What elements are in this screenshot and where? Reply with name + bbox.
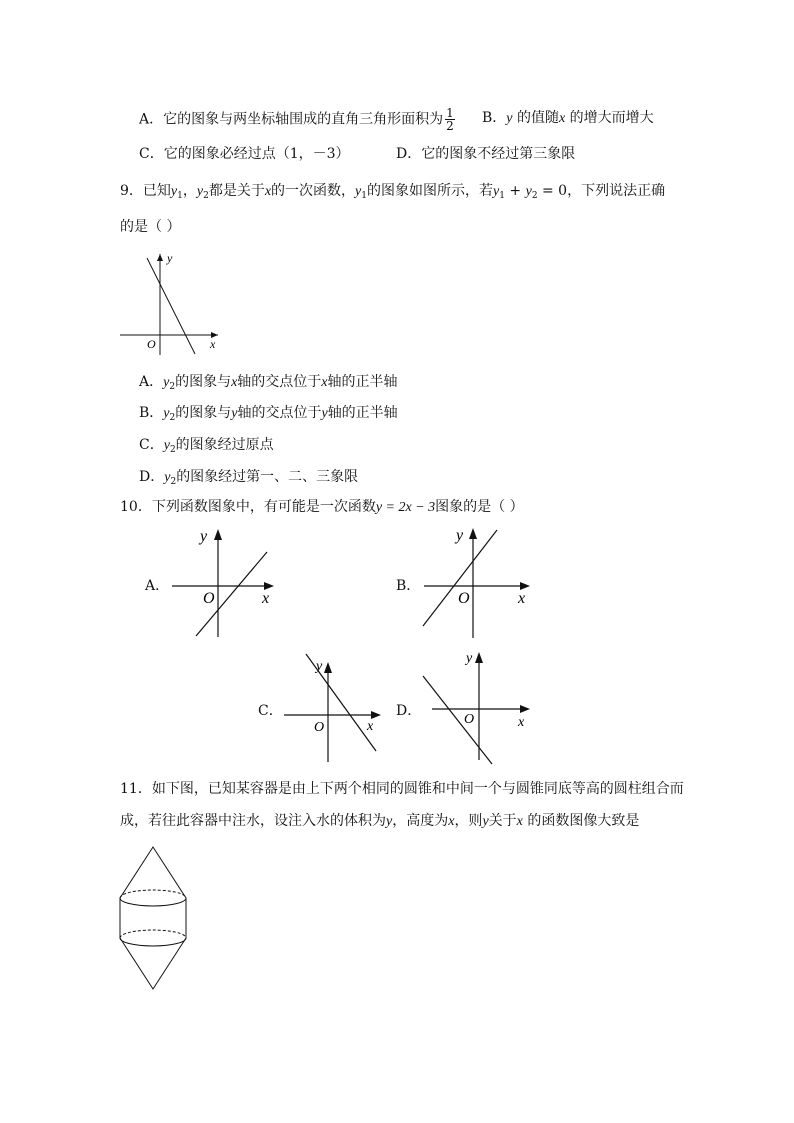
q9-option-a: A．$y_2$的图象与x轴的交点位于x轴的正半轴 bbox=[139, 374, 398, 392]
q10-d-x-arrow bbox=[520, 705, 530, 713]
q9-axis-x-label: x bbox=[210, 337, 216, 351]
q10-a-x-arrow bbox=[264, 582, 274, 590]
q10-b-x-label: x bbox=[518, 590, 526, 607]
q9-option-d: D．$y_2$的图象经过第一、二、三象限 bbox=[139, 469, 359, 487]
q10-b-origin-label: O bbox=[458, 590, 470, 607]
q10-b-y-arrow bbox=[469, 528, 477, 539]
q10-a-origin-label: O bbox=[203, 590, 215, 607]
q10-a-y-label: y bbox=[200, 528, 208, 545]
q10-c-origin-label: O bbox=[314, 720, 325, 735]
fraction-one-half: $\frac{1}{2}$ bbox=[446, 106, 454, 133]
q10-b-x-arrow bbox=[520, 582, 530, 590]
q10-c-y-label: y bbox=[316, 659, 323, 674]
q11-top-ellipse-front bbox=[120, 898, 186, 906]
q10-d-y-label: y bbox=[466, 651, 473, 666]
q11-bottom-ellipse-back bbox=[120, 930, 186, 938]
q10-d-graph-line bbox=[423, 676, 492, 764]
q11-bottom-ellipse-front bbox=[120, 938, 186, 946]
q10-d-origin-label: O bbox=[464, 712, 475, 727]
q10-c-x-arrow bbox=[371, 711, 381, 719]
q11-stem-line2: 成，若往此容器中注水，设注入水的体积为y，高度为x，则y关于x 的函数图像大致是 bbox=[120, 813, 640, 829]
q10-a-y-arrow bbox=[214, 529, 222, 540]
q10-graph-d bbox=[420, 648, 535, 766]
q10-d-y-arrow bbox=[475, 652, 483, 663]
q11-stem-line1: 11．如下图，已知某容器是由上下两个相同的圆锥和中间一个与圆锥同底等高的圆柱组合而 bbox=[120, 781, 684, 797]
q9-stem-line1: 9．已知$y_1$，$y_2$都是关于x的一次函数，$y_1$的图象如图所示，若$y_1 + y_2 = 0$，下列说法正确 bbox=[120, 183, 666, 201]
q10-label-a: A． bbox=[145, 578, 170, 594]
q10-stem: 10．下列函数图象中，有可能是一次函数y = 2x − 3图象的是（ ） bbox=[120, 499, 524, 515]
q10-c-x-label: x bbox=[367, 719, 374, 734]
q9-origin-label: O bbox=[147, 337, 156, 351]
q10-graph-c bbox=[282, 650, 387, 765]
q10-b-graph-line bbox=[423, 530, 497, 626]
q9-option-c: C．$y_2$的图象经过原点 bbox=[139, 437, 274, 455]
q11-container-figure bbox=[115, 843, 195, 995]
q10-graph-b bbox=[420, 524, 535, 642]
q8-option-d: D．它的图象不经过第三象限 bbox=[396, 146, 576, 162]
q10-b-y-label: y bbox=[456, 527, 464, 544]
q10-label-b: B． bbox=[396, 578, 421, 594]
q10-a-x-label: x bbox=[262, 590, 270, 607]
q10-label-c: C． bbox=[258, 703, 283, 719]
q10-graph-a bbox=[170, 525, 280, 643]
q11-top-ellipse-back bbox=[120, 890, 186, 898]
q10-label-d: D． bbox=[396, 703, 422, 719]
q8-option-c: C．它的图象必经过点（1，－3） bbox=[139, 146, 350, 162]
q9-axis-y-label: y bbox=[167, 251, 173, 265]
q9-y-arrow bbox=[157, 254, 163, 261]
q9-option-b: B．$y_2$的图象与y轴的交点位于y轴的正半轴 bbox=[139, 405, 398, 423]
q8-option-a: A．它的图象与两坐标轴围成的直角三角形面积为 $\frac{1}{2}$ bbox=[139, 106, 454, 133]
q9-graph bbox=[115, 250, 225, 360]
q10-d-x-label: x bbox=[518, 715, 525, 730]
q8-option-b: B．y 的值随x 的增大而增大 bbox=[482, 110, 654, 126]
q10-c-y-arrow bbox=[324, 662, 332, 673]
q9-stem-line2: 的是（ ） bbox=[120, 219, 181, 235]
